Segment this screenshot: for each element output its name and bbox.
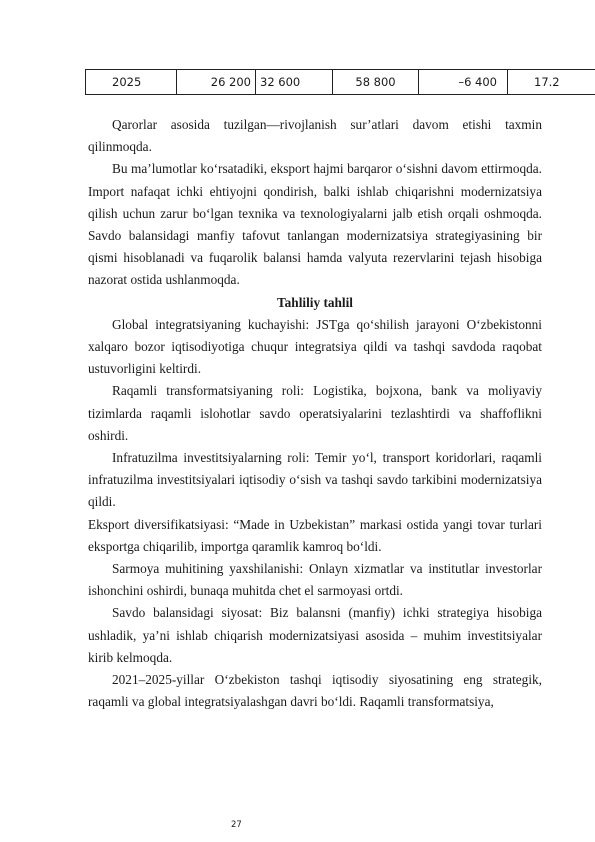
paragraph: Raqamli transformatsiyaning roli: Logistika, bojxona, bank va moliyaviy tizimlarda raqamli islohotlar savdo operatsiyalarini tezlashtirdi va shaffoflikni oshirdi. xyxy=(88,383,542,443)
paragraph: 2021–2025-yillar O‘zbekiston tashqi iqtisodiy siyosatining eng strategik, raqamli va global integratsiyalashgan davri bo‘ldi. Raqamli transformatsiya, xyxy=(88,672,542,710)
table-row xyxy=(86,70,595,95)
paragraph: Global integratsiyaning kuchayishi: JSTga qo‘shilish jarayoni O‘zbekistonni xalqaro bozor iqtisodiyotiga chuqur integratsiya qildi va tashqi savdoda raqobat ustuvorligini keltirdi. xyxy=(88,316,542,377)
data-table xyxy=(85,69,595,95)
table-cell: –6 400 xyxy=(419,70,508,95)
table-cell-year: 2025 xyxy=(86,70,177,95)
paragraph: Sarmoya muhitining yaxshilanishi: Onlayn xizmatlar va institutlar investorlar ishonchini oshirdi, bunaqa muhitda chet el sarmoyasi ortdi. xyxy=(88,561,542,599)
section-heading: Tahliliy tahlil xyxy=(277,294,353,310)
paragraph: Infratuzilma investitsiyalarning roli: Temir yo‘l, transport koridorlari, raqamli infratuzilma investitsiyalari iqtisodiy o‘sish va tashqi savdo tarkibini modernizatsiya qildi. xyxy=(88,450,542,510)
paragraph: Savdo balansidagi siyosat: Biz balansni (manfiy) ichki strategiya hisobiga ushladik, ya’ni ishlab chiqarish modernizatsiyasi asosida – muhim investitsiyalar kirib kelmoqda. xyxy=(88,605,542,665)
document-body xyxy=(88,114,542,713)
table-cell: 32 600 xyxy=(256,70,333,95)
page-number: 27 xyxy=(231,820,242,830)
paragraph: Bu ma’lumotlar ko‘rsatadiki, eksport hajmi barqaror o‘sishni davom ettirmoqda. Import nafaqat ichki ehtiyojni qondirish, balki ishlab chiqarishni modernizatsiya qilish uchun zarur bo‘lgan texnika va texnologiyalarni jalb etish orqali oshmoqda. Savdo balansidagi manfiy tafovut tanlangan modernizatsiya strategiyasining bir qismi hisoblanadi va fuqarolik balansi hamda valyuta rezervlarini tejash hisobiga nazorat ostida ushlanmoqda. xyxy=(88,161,542,288)
table-cell: 17.2 xyxy=(508,70,595,95)
table-cell: 26 200 xyxy=(177,70,256,95)
paragraph: Qarorlar asosida tuzilgan—rivojlanish sur’atlari davom etishi taxmin qilinmoqda. xyxy=(88,117,542,155)
paragraph: Eksport diversifikatsiyasi: “Made in Uzbekistan” markasi ostida yangi tovar turlari eksportga chiqarilib, importga qaramlik kamroq bo‘ldi. xyxy=(88,516,542,554)
table-cell: 58 800 xyxy=(333,70,419,95)
